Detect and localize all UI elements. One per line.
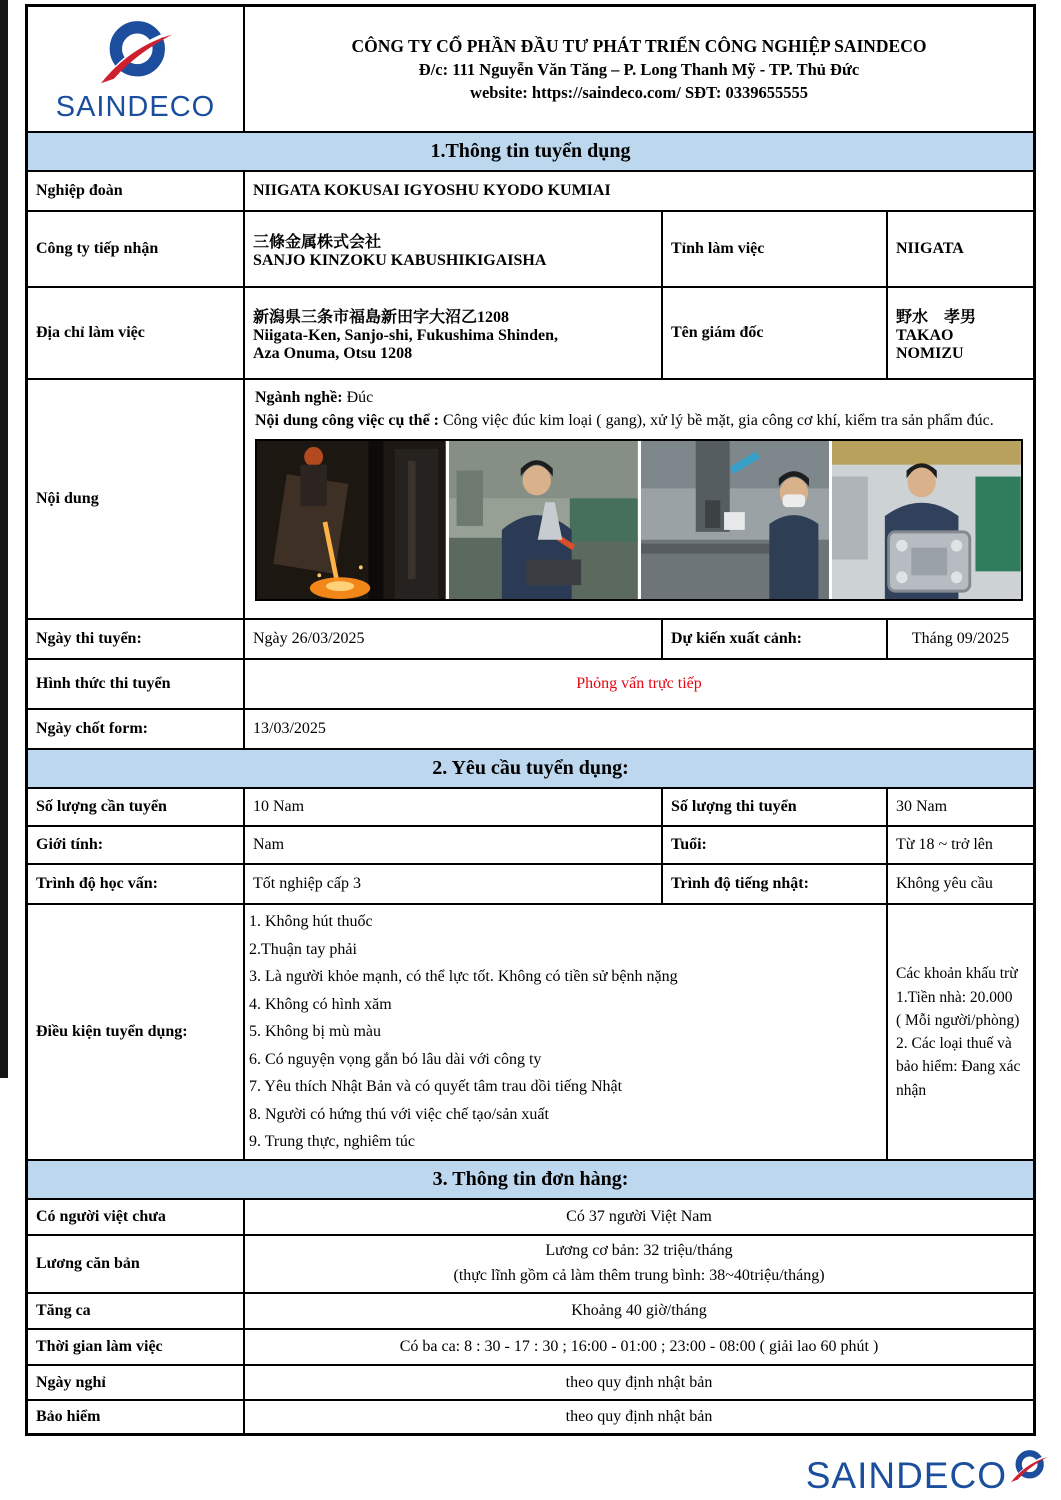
job-photo-strip [255,439,1023,601]
salary-label: Lương căn bản [36,1255,140,1272]
insurance-label: Bảo hiểm [36,1408,101,1425]
exam-quota-label: Số lượng thi tuyển [661,789,886,825]
condition-item: 8. Người có hứng thú với việc chế tạo/sản xuất [249,1105,549,1123]
company-info [243,7,1033,131]
condition-item: 1. Không hút thuốc [249,913,373,931]
exam-form-label: Hình thức thi tuyển [36,675,171,692]
company-name: CÔNG TY CỔ PHẦN ĐẦU TƯ PHÁT TRIỂN CÔNG NGHIỆP SAINDECO [351,35,927,56]
saindeco-logo-icon [1009,1447,1049,1487]
japanese-label: Trình độ tiếng nhật: [661,865,886,903]
content-row [28,378,1033,618]
conditions-list [243,905,886,1159]
vn-workers-label: Có người việt chưa [36,1208,166,1225]
trade-value: Đúc [342,389,374,406]
section2-title: 2. Yêu cầu tuyển dụng: [28,748,1033,787]
union-row [28,170,1033,210]
main-table [25,4,1036,1436]
departure-label: Dự kiến xuất cảnh: [661,620,886,658]
section3-title: 3. Thông tin đơn hàng: [28,1159,1033,1198]
exam-date-row [28,618,1033,658]
worktime-label: Thời gian làm việc [36,1338,163,1355]
job-label: Nội dung công việc cụ thể : [255,412,439,430]
address-value: 新潟県三条市福島新田字大沼乙1208 Niigata-Ken, Sanjo-shi, Fukushima Shinden, Aza Onuma, Otsu 1208 [243,288,661,378]
salary-value: Lương cơ bản: 32 triệu/tháng (thực lĩnh gồm cả làm thêm trung bình: 38~40triệu/tháng) [243,1236,1033,1292]
deduction-line: ( Mỗi người/phòng) [896,1011,1020,1029]
exam-form-row [28,658,1033,708]
condition-item: 9. Trung thực, nghiêm túc [249,1133,416,1151]
company-value: 三條金属株式会社 SANJO KINZOKU KABUSHIKIGAISHA [243,212,661,286]
salary-row [28,1234,1033,1292]
deductions [886,905,1033,1159]
overtime-label: Tăng ca [36,1302,91,1319]
address-label: Địa chỉ làm việc [36,324,145,341]
age-label: Tuổi: [661,827,886,863]
condition-item: 7. Yêu thích Nhật Bản và có quyết tâm trau dồi tiếng Nhật [249,1078,623,1096]
vn-workers-row [28,1198,1033,1234]
quota-row [28,787,1033,825]
logo-wordmark: SAINDECO [55,90,216,123]
education-row [28,863,1033,903]
vn-workers-value: Có 37 người Việt Nam [243,1200,1033,1234]
form-close-row [28,708,1033,748]
deduction-line: 2. Các loại thuế và bảo hiểm: Đang xác nhận [896,1035,1021,1099]
dayoff-row [28,1364,1033,1399]
scan-artifact-strip [0,0,8,1078]
conditions-row [28,903,1033,1159]
condition-item: 3. Là người khỏe mạnh, có thể lực tốt. Không có tiền sử bệnh nặng [249,968,678,986]
director-value: 野水 孝男 TAKAO NOMIZU [886,288,1033,378]
departure-value: Tháng 09/2025 [886,620,1033,658]
content-value [243,380,1033,618]
gender-age-row [28,825,1033,863]
overtime-row [28,1292,1033,1328]
content-label: Nội dung [36,490,99,507]
company-label: Công ty tiếp nhận [36,240,159,257]
form-close-value: 13/03/2025 [243,710,1033,748]
condition-item: 6. Có nguyện vọng gắn bó lâu dài với công ty [249,1050,542,1068]
quota-value: 10 Nam [243,789,661,825]
dayoff-label: Ngày nghỉ [36,1373,106,1391]
footer-logo [806,1447,1049,1494]
overtime-value: Khoảng 40 giờ/tháng [243,1294,1033,1328]
exam-form-value: Phỏng vấn trực tiếp [243,660,1033,708]
director-label: Tên giám đốc [661,288,886,378]
address-row [28,286,1033,378]
deduction-line: 1.Tiền nhà: 20.000 [896,988,1013,1006]
exam-date-value: Ngày 26/03/2025 [243,620,661,658]
province-value: NIIGATA [886,212,1033,286]
insurance-value: theo quy định nhật bản [243,1401,1033,1433]
section1-title: 1.Thông tin tuyển dụng [28,131,1033,170]
union-label: Nghiệp đoàn [36,182,123,199]
saindeco-logo-icon [97,17,175,91]
photo-machining-inspection [641,441,830,599]
company-row [28,210,1033,286]
condition-item: 5. Không bị mù màu [249,1023,381,1041]
condition-item: 2.Thuận tay phải [249,940,357,958]
footer-wordmark: SAINDECO [805,1455,1007,1496]
quota-label: Số lượng cần tuyển [36,798,167,815]
japanese-value: Không yêu cầu [886,865,1033,903]
conditions-label: Điều kiện tuyển dụng: [36,1023,188,1040]
job-value: Công việc đúc kim loại ( gang), xử lý bề mặt, gia công cơ khí, kiểm tra sản phẩm đúc. [439,412,994,430]
header-row [28,7,1033,131]
worktime-value: Có ba ca: 8 : 30 - 17 : 30 ; 16:00 - 01:00 ; 23:00 - 08:00 ( giải lao 60 phút ) [243,1330,1033,1364]
worktime-row [28,1328,1033,1364]
exam-quota-value: 30 Nam [886,789,1033,825]
dayoff-value: theo quy định nhật bản [243,1366,1033,1399]
condition-item: 4. Không có hình xăm [249,995,392,1013]
deduction-line: Các khoản khấu trừ [896,965,1018,983]
company-logo [28,7,243,131]
education-value: Tốt nghiệp cấp 3 [243,865,661,903]
gender-label: Giới tính: [36,836,104,853]
company-address: Đ/c: 111 Nguyễn Văn Tăng – P. Long Thanh Mỹ - TP. Thủ Đức [418,59,860,79]
photo-worker-finishing-cast-part [449,441,638,599]
content-text [255,386,1023,432]
exam-date-label: Ngày thi tuyển: [36,630,142,647]
trade-label: Ngành nghề: [255,389,343,406]
company-website-phone: website: https://saindeco.com/ SĐT: 0339655555 [470,82,808,102]
insurance-row [28,1399,1033,1433]
province-label: Tỉnh làm việc [661,212,886,286]
form-close-label: Ngày chốt form: [36,720,148,737]
education-label: Trình độ học vấn: [36,875,158,892]
photo-molten-metal-pouring [257,441,446,599]
union-value: NIIGATA KOKUSAI IGYOSHU KYODO KUMIAI [243,172,1033,210]
gender-value: Nam [243,827,661,863]
photo-worker-holding-cast-housing [832,441,1021,599]
age-value: Từ 18 ~ trở lên [886,827,1033,863]
